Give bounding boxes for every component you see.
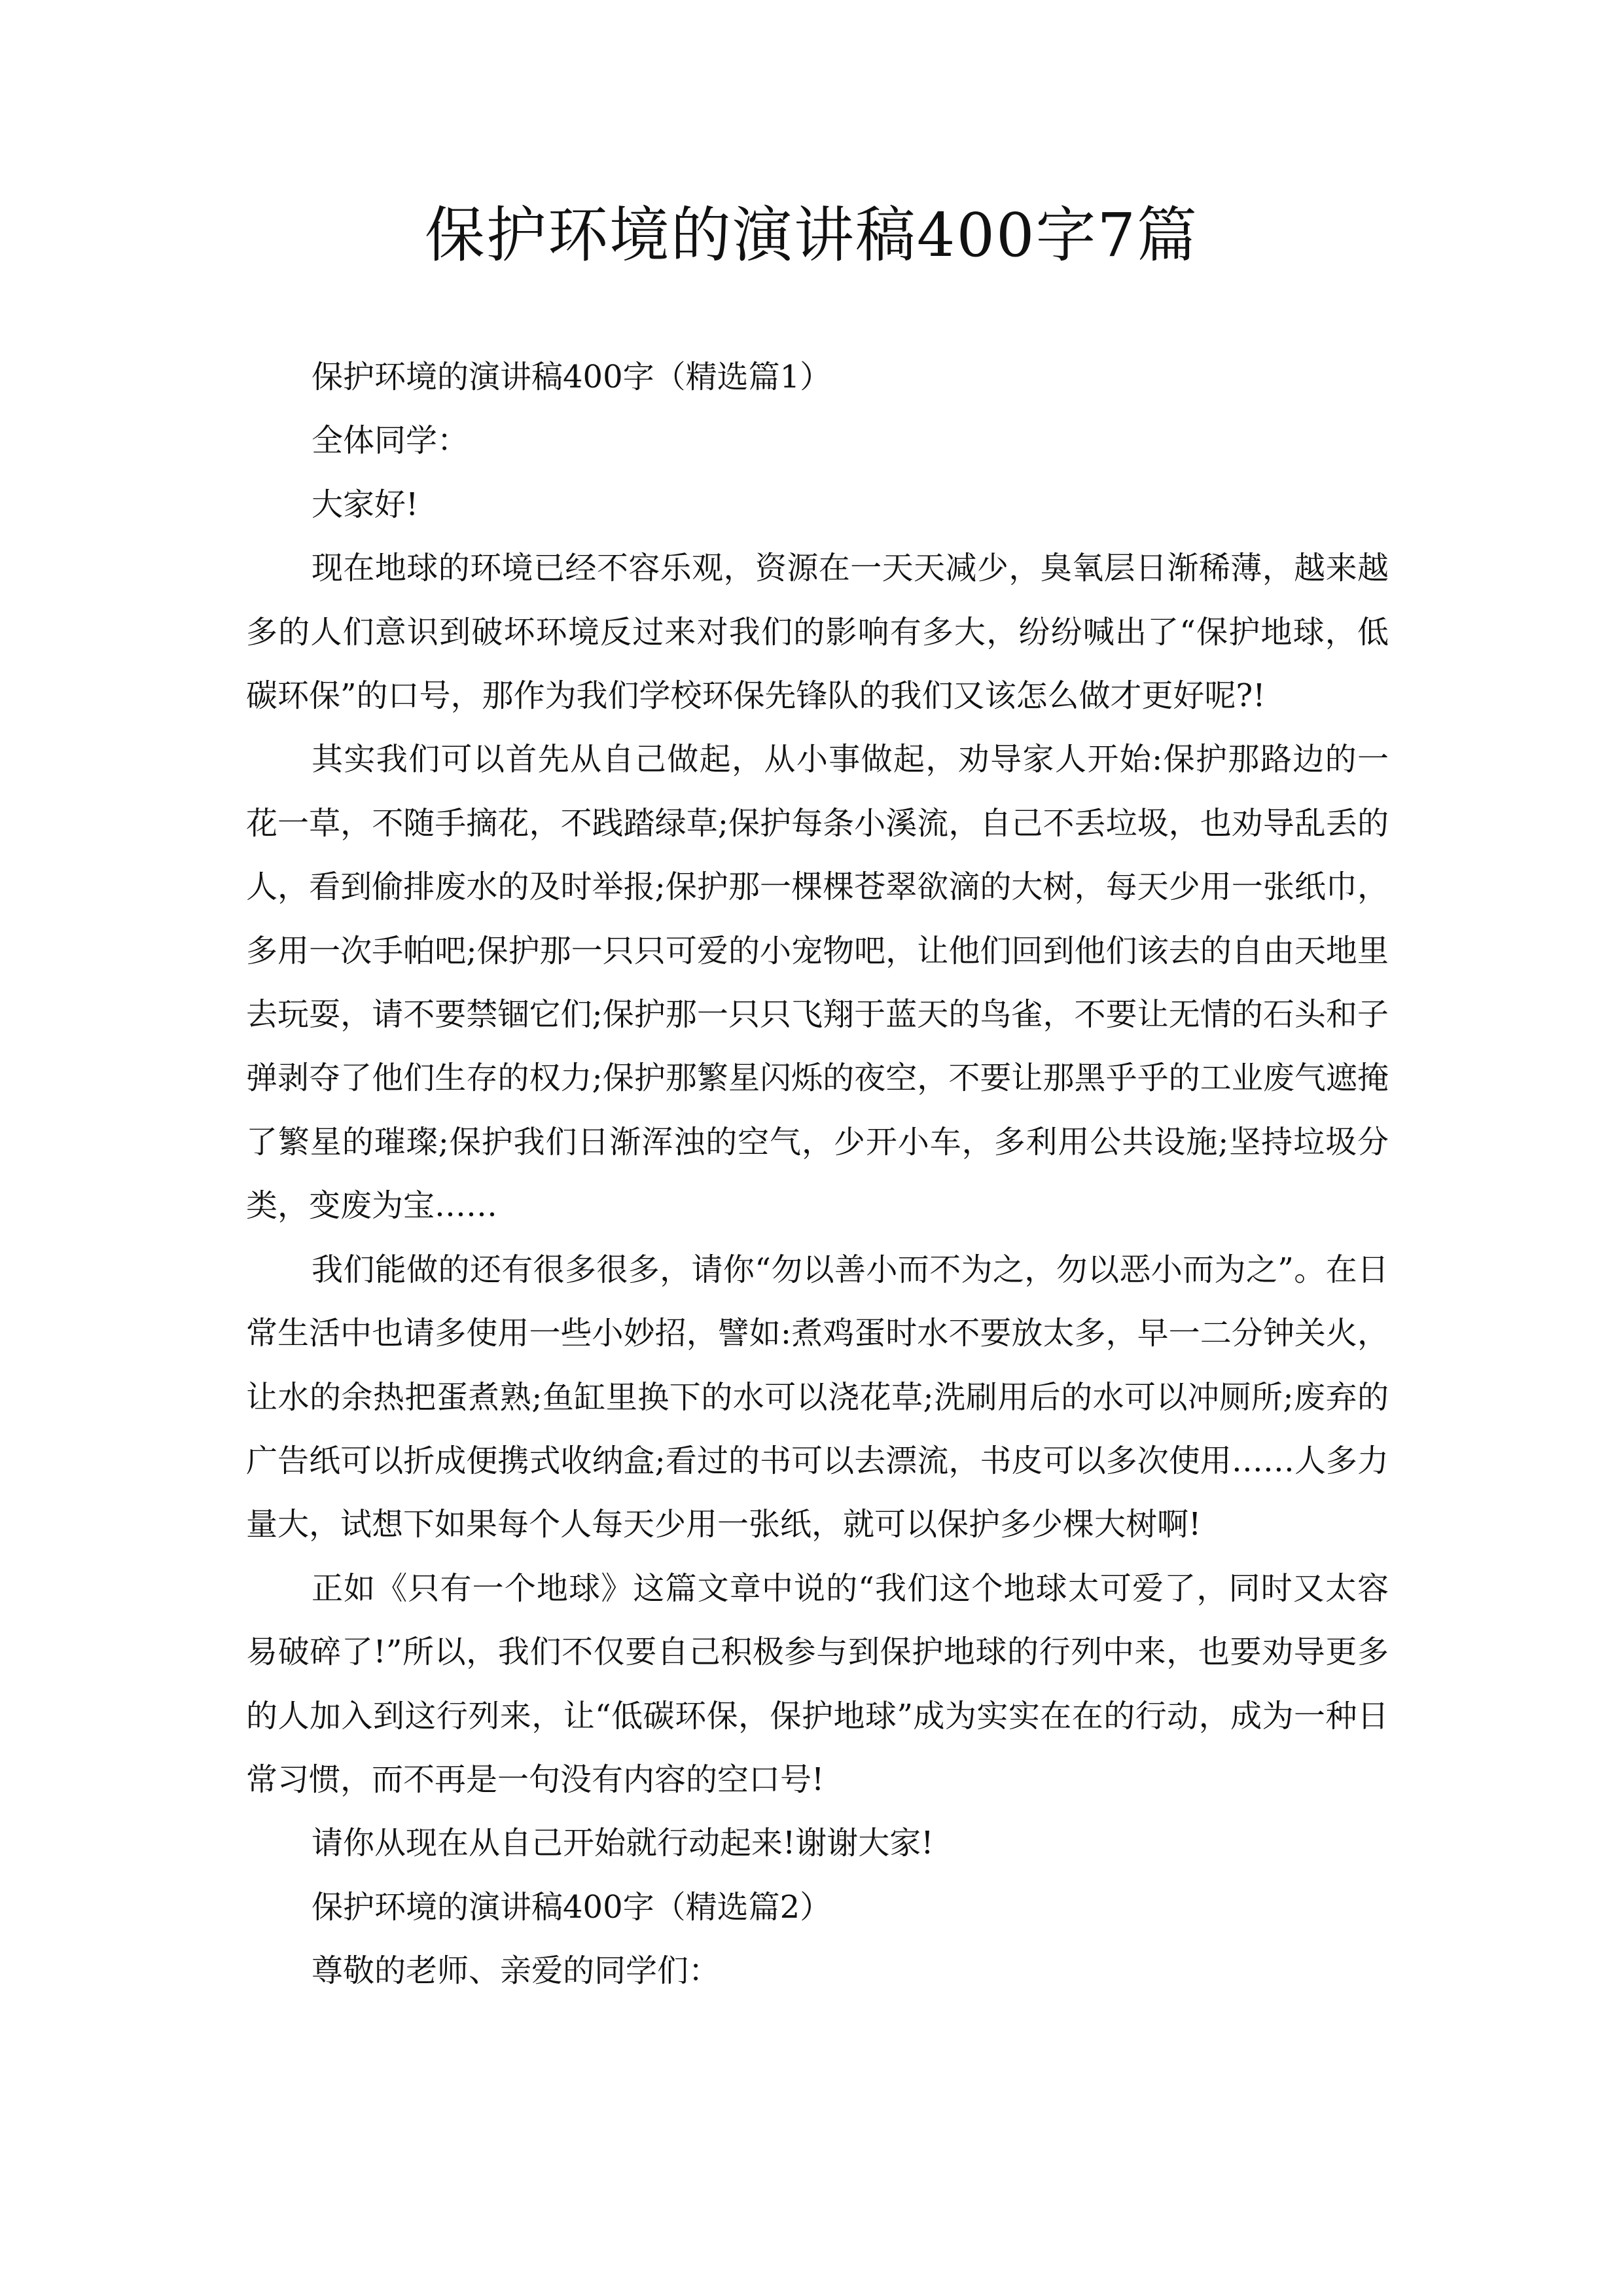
salutation: 全体同学： [312, 422, 469, 459]
paragraph: 正如《只有一个地球》这篇文章中说的“我们这个地球太可爱了，同时又太容易破碎了!”所以，我们不仅要自己积极参与到保护地球的行列中来，也要劝导更多的人加入到这行列来，让“低碳环保，保护地球”成为实实在在的行动，成为一种日常习惯，而不再是一句没有内容的空口号! [246, 1570, 1389, 1798]
section-heading: 保护环境的演讲稿400字（精选篇2） [312, 1888, 832, 1926]
paragraph: 现在地球的环境已经不容乐观，资源在一天天减少，臭氧层日渐稀薄，越来越多的人们意识到破坏环境反过来对我们的影响有多大，纷纷喊出了“保护地球，低碳环保”的口号，那作为我们学校环保先锋队的我们又该怎么做才更好呢?! [246, 550, 1389, 715]
greeting: 大家好! [312, 486, 419, 523]
paragraph: 其实我们可以首先从自己做起，从小事做起，劝导家人开始:保护那路边的一花一草，不随手摘花，不践踏绿草;保护每条小溪流，自己不丢垃圾，也劝导乱丢的人，看到偷排废水的及时举报;保护那一棵棵苍翠欲滴的大树，每天少用一张纸巾，多用一次手帕吧;保护那一只只可爱的小宠物吧，让他们回到他们该去的自由天地里去玩耍，请不要禁锢它们;保护那一只只飞翔于蓝天的鸟雀，不要让无情的石头和子弹剥夺了他们生存的权力;保护那繁星闪烁的夜空，不要让那黑乎乎的工业废气遮掩了繁星的璀璨;保护我们日渐浑浊的空气，少开小车，多利用公共设施;坚持垃圾分类，变废为宝…… [246, 741, 1389, 1225]
document-title: 保护环境的演讲稿400字7篇 [424, 200, 1199, 270]
closing: 请你从现在从自己开始就行动起来!谢谢大家! [312, 1825, 934, 1862]
section-heading: 保护环境的演讲稿400字（精选篇1） [312, 359, 832, 395]
salutation: 尊敬的老师、亲爱的同学们： [312, 1952, 721, 1990]
document-body [246, 346, 1389, 2003]
paragraph: 我们能做的还有很多很多，请你“勿以善小而不为之，勿以恶小而为之”。在日常生活中也请多使用一些小妙招，譬如:煮鸡蛋时水不要放太多，早一二分钟关火，让水的余热把蛋煮熟;鱼缸里换下的水可以浇花草;洗刷用后的水可以冲厕所;废弃的广告纸可以折成便携式收纳盒;看过的书可以去漂流，书皮可以多次使用……人多力量大，试想下如果每个人每天少用一张纸，就可以保护多少棵大树啊! [246, 1251, 1389, 1543]
